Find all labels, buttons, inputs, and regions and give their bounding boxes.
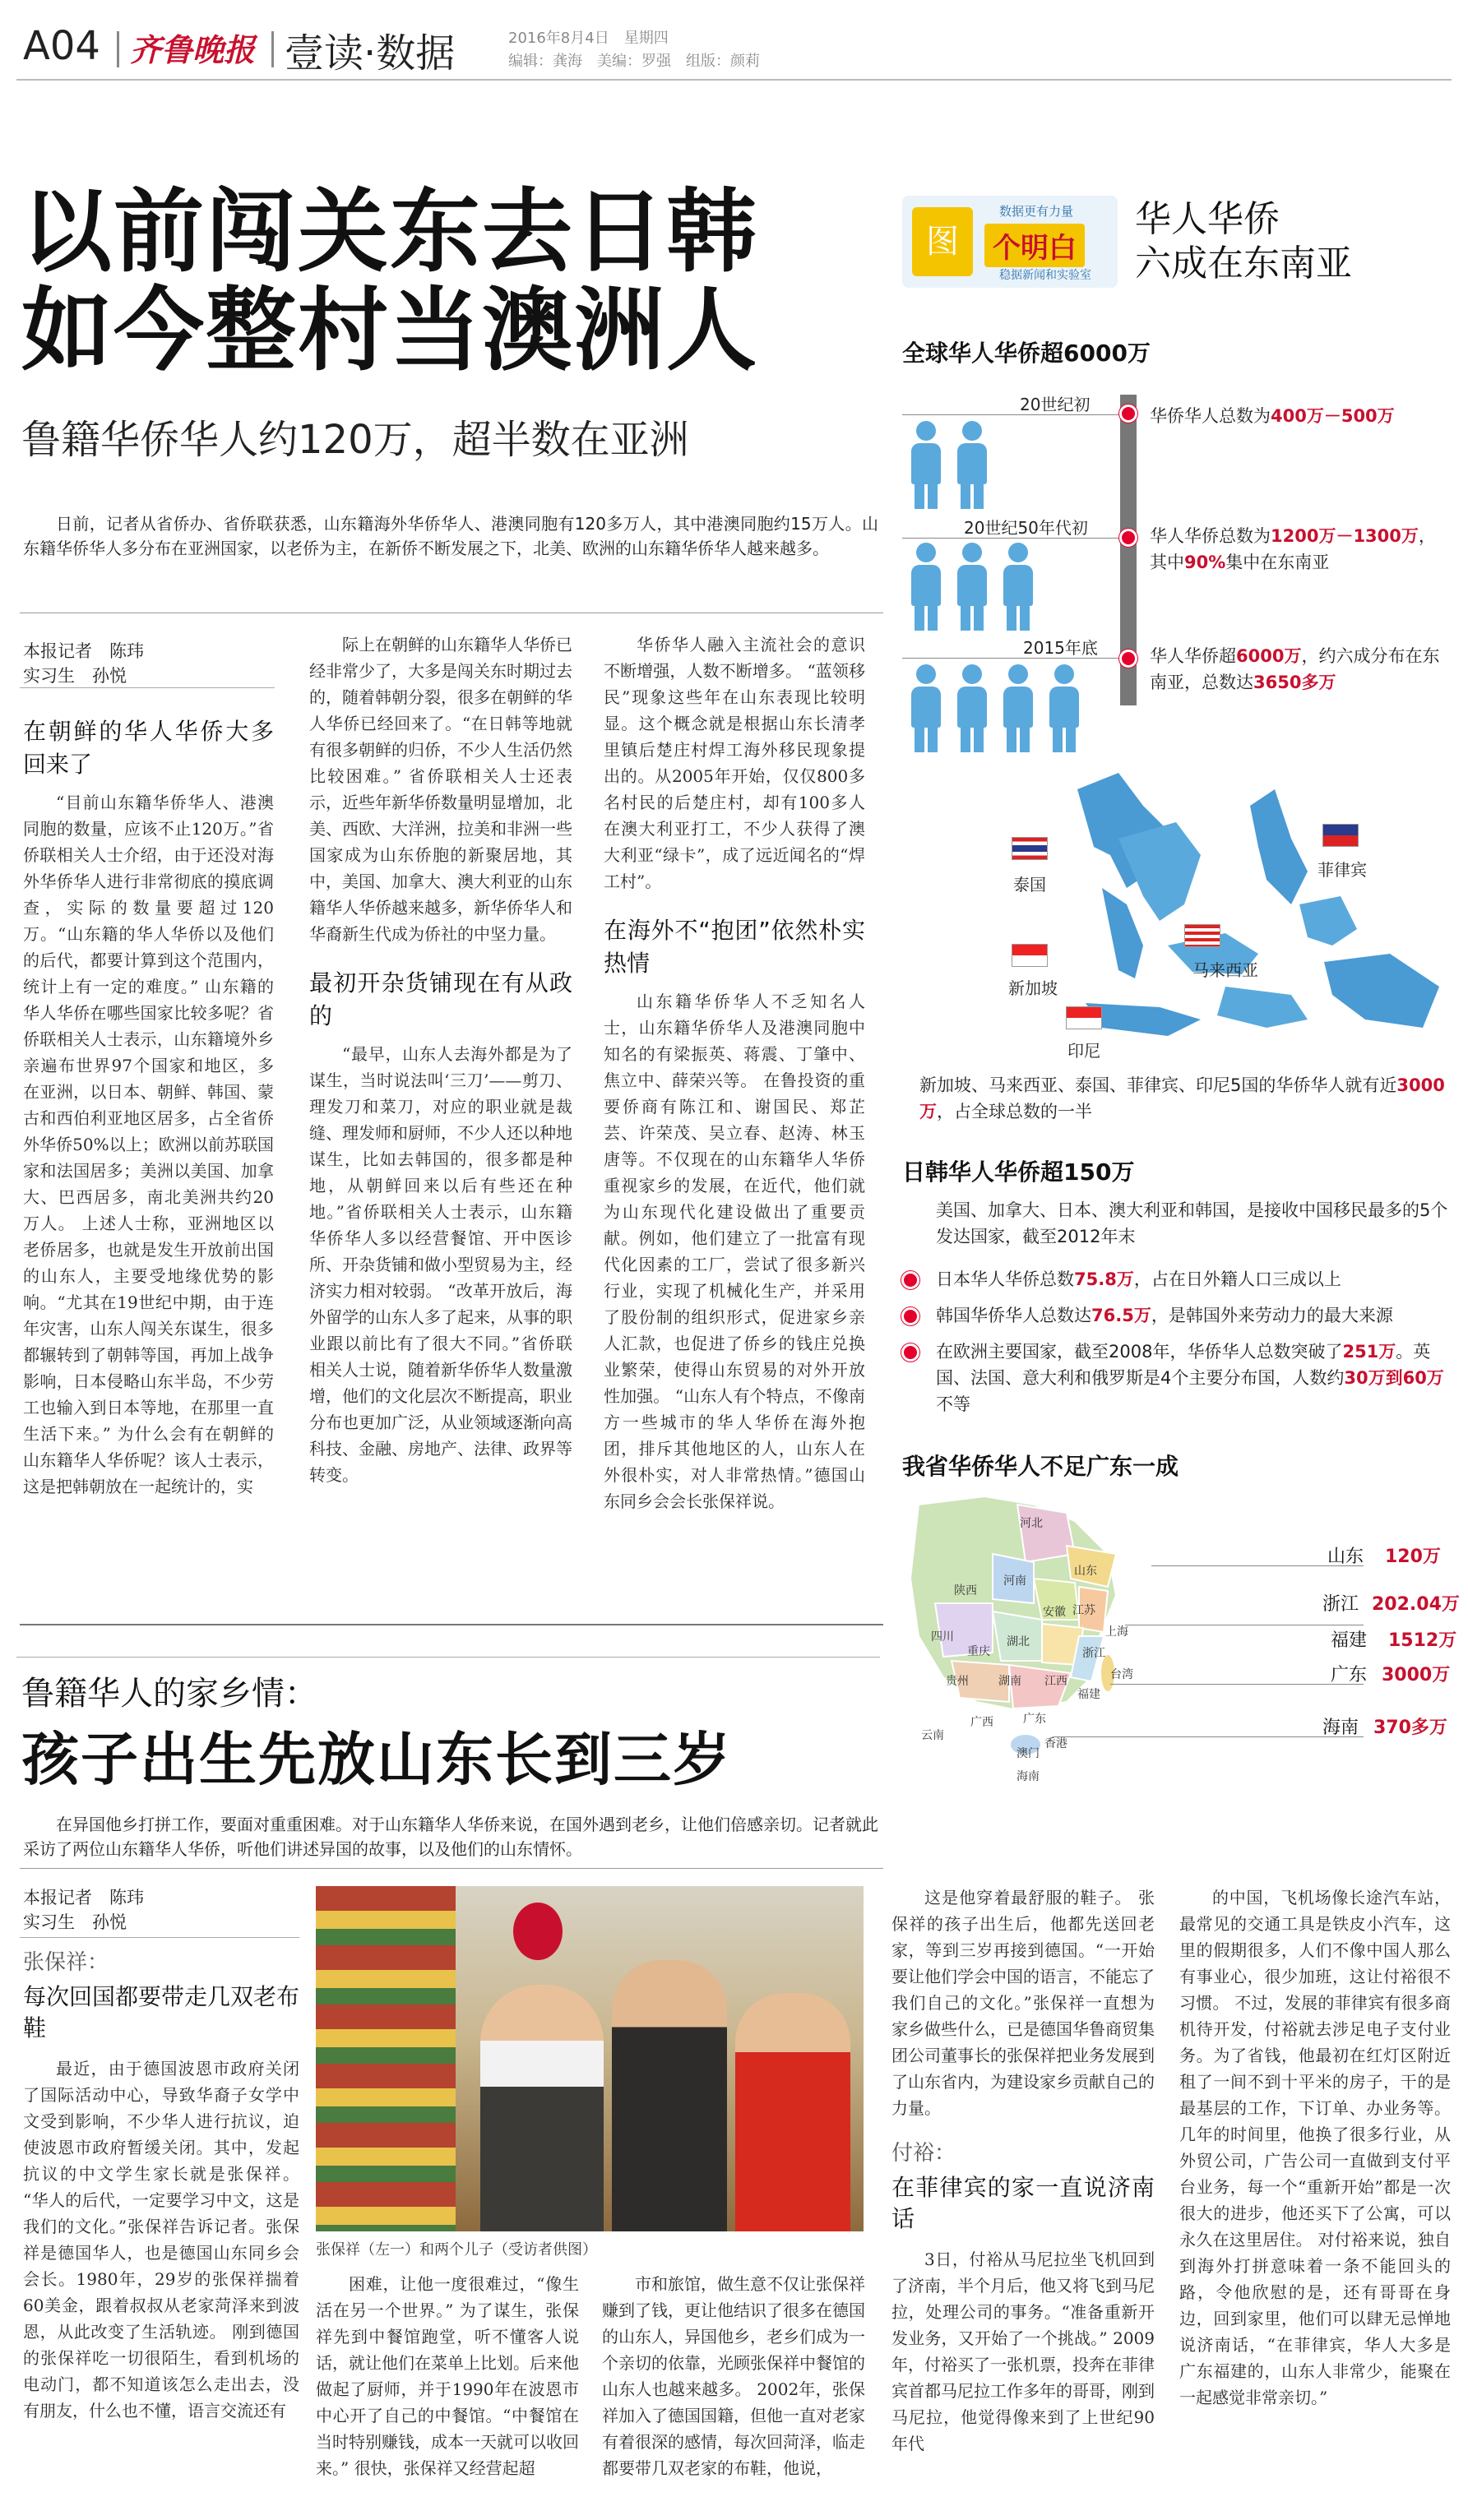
flag-singapore (1012, 944, 1048, 967)
prov-label: 浙江 (1082, 1647, 1105, 1660)
map-note-text-2: ，占全球总数的一半 (937, 1102, 1092, 1121)
prov-label: 广东 (1023, 1713, 1046, 1726)
article2-column-4 (891, 1884, 1155, 2508)
photo-person-right (735, 1993, 850, 2231)
photo-person-middle (612, 1960, 727, 2231)
flag-malaysia (1184, 924, 1220, 947)
section-province-title: 我省华侨华人不足广东一成 (902, 1453, 1179, 1480)
bullet2-value: 76.5万 (1091, 1306, 1151, 1325)
era3-label-2: ，约六成分布在东南亚，总数达 (1150, 646, 1440, 692)
section2-intro: 美国、加拿大、日本、澳大利亚和韩国，是接收中国移民最多的5个发达国家，截至2012年末 (936, 1200, 1448, 1246)
article1-col3a-text: 华侨华人融入主流社会的意识不断增强，人数不断增多。 “蓝领移民”现象这些年在山东表现比较明显。这个概念就是根据山东长清孝里镇后楚庄村焊工海外移民现象提出的。从2005年开始，仅仅800多名村民的后楚庄村，却有100多人在澳大利亚打工，不少人获得了澳大利亚“绿卡”，成了远近闻名的“焊工村”。 (604, 635, 865, 891)
prov-label: 湖南 (998, 1675, 1021, 1688)
era1-label: 华侨华人总数为 (1150, 406, 1271, 426)
bullet3-text: 。英国、法国、意大利和俄罗斯是4个主要分布国，人数约 (936, 1342, 1431, 1388)
lead-paragraph: 日前，记者从省侨办、省侨联获悉，山东籍海外华侨华人、港澳同胞有120多万人，其中港澳同胞约15万人。山东籍华侨华人多分布在亚洲国家，以老侨为主，在新侨不断发展之下，北美、欧洲的山东籍华侨华人越来越多。 (23, 514, 878, 558)
subhead-north-korea: 在朝鲜的华人华侨大多回来了 (23, 718, 274, 778)
bullet1-value: 75.8万 (1074, 1269, 1134, 1289)
era-text-2 (1150, 523, 1446, 576)
era1-value: 400万－500万 (1271, 406, 1395, 426)
subhead-no-clique: 在海外不“抱团”依然朴实热情 (604, 917, 865, 977)
prov-label: 贵州 (946, 1675, 969, 1688)
editor-credits: 编辑：龚海 美编：罗强 组版：颜莉 (508, 53, 760, 70)
stat-value: 202.04万 (1372, 1594, 1460, 1615)
timeline-dot-2 (1119, 529, 1137, 547)
prov-label: 香港 (1044, 1737, 1067, 1750)
bullet3-label: 在欧洲主要国家，截至2008年，华侨华人总数突破了 (936, 1342, 1343, 1362)
person-icon (957, 664, 987, 755)
prov-label: 河北 (1020, 1517, 1043, 1530)
flag-indonesia (1066, 1006, 1102, 1029)
bullet2-label: 韩国华侨华人总数达 (936, 1306, 1091, 1325)
era2-label-2: ，其中 (1150, 526, 1436, 572)
prov-label: 江西 (1044, 1675, 1067, 1688)
article2-byline-reporter: 本报记者 陈玮 (23, 1888, 144, 1907)
leader-line (1053, 1736, 1364, 1737)
southeast-asia-map (979, 756, 1456, 1069)
article2-column-3 (602, 2271, 865, 2508)
photo-caption: 张保祥（左一）和两个儿子（受访者供图） (316, 2241, 597, 2259)
infographic-logo (902, 196, 1118, 288)
era-label-3: 2015年底 (1023, 638, 1098, 658)
article2-col2-text: 困难，让他一度很难过，“像生活在另一个世界。” 为了谋生，张保祥先到中餐馆跑堂，听不懂客人说话，就让他们在菜单上比划。后来他做起了厨师，并于1990年在波恩市中心开了自己的中餐馆。“中餐馆在当时特别赚钱，成本一天就可以收回来。” 很快，张保祥又经营起超 (316, 2274, 579, 2478)
stat-name: 福建 (1331, 1630, 1368, 1651)
logo-box: 图 (912, 207, 973, 276)
prov-label: 四川 (931, 1630, 954, 1644)
logo-credit: 稳据新闻和实验室 (999, 269, 1091, 282)
country-philippines: 菲律宾 (1317, 860, 1367, 880)
stat-value: 370多万 (1373, 1718, 1447, 1738)
photo-lantern (513, 1903, 563, 1960)
map-note-text: 新加坡、马来西亚、泰国、菲律宾、印尼5国的华侨华人就有近 (919, 1075, 1397, 1095)
article2-col5-text: 的中国，飞机场像长途汽车站，最常见的交通工具是铁皮小汽车，这里的假期很多，人们不像中国人那么有事业心，很少加班，这让付裕很不习惯。 不过，发展的菲律宾有很多商机待开发，付裕就去涉足电子支付业务。为了省钱，他最初在红灯区附近租了一间不到十平米的房子，干的是最基层的工作，下订单、办业务等。 几年的时间里，他换了很多行业，从外贸公司，广告公司一直做到支付平台业务，每一个“重新开始”都是一次很大的进步，他还买下了公寓，可以永久在这里居住。 对付裕来说，独自到海外打拼意味着一条不能回头的路，令他欣慰的是，还有哥哥在身边，回到家里，他们可以肆无忌惮地说济南话，“在菲律宾，华人大多是广东福建的，山东人非常少，能聚在一起感觉非常亲切。” (1179, 1888, 1451, 2407)
bullet3-tail: 不等 (936, 1394, 970, 1414)
logo-title: 个明白 (984, 224, 1085, 267)
era2-label: 华人华侨总数为 (1150, 526, 1271, 546)
person-icon (1003, 543, 1033, 633)
timeline-dot-1 (1119, 405, 1137, 423)
issue-date (508, 26, 669, 48)
article2-col4a-text: 这是他穿着最舒服的鞋子。 张保祥的孩子出生后，他都先送回老家，等到三岁再接到德国。“一开始要让他们学会中国的语言，不能忘了我们自己的文化。”张保祥一直想为家乡做些什么，已是德国华鲁商贸集团公司董事长的张保祥把业务发展到了山东省内，为建设家乡贡献自己的力量。 (891, 1888, 1155, 2118)
era2-label-3: 集中在东南亚 (1225, 553, 1330, 572)
photo-zhang-and-sons (316, 1886, 864, 2231)
logo-tagline: 数据更有力量 (999, 204, 1074, 219)
country-indonesia: 印尼 (1067, 1041, 1100, 1061)
article2-col1-text: 最近，由于德国波恩市政府关闭了国际活动中心，导致华裔子女学中文受到影响，不少华人进行抗议，迫使波恩市政府暂缓关闭。其中，发起抗议的中文学生家长就是张保祥。 “华人的后代，一定要学习中文，这是我们的文化。”张保祥告诉记者。张保祥是德国华人，也是德国山东同乡会会长。1980年，29岁的张保祥揣着60美金，跟着叔叔从老家菏泽来到波恩，从此改变了生活轨迹。 刚到德国的张保祥吃一切很陌生，看到机场的电动门，都不知道该怎么走出去，没有朋友，什么也不懂，语言交流还有 (23, 2059, 299, 2421)
country-malaysia: 马来西亚 (1192, 960, 1258, 980)
person-icon (957, 543, 987, 633)
article2-col3-text: 市和旅馆，做生意不仅让张保祥赚到了钱，更让他结识了很多在德国的山东人，异国他乡，老乡们成为一个亲切的依靠，光顾张保祥中餐馆的山东人也越来越多。 2002年，张保祥加入了德国国籍，但他一直对老家有着很深的感情，每次回菏泽，临走都要带几双老家的布鞋，他说， (602, 2274, 865, 2478)
bullet-dot (901, 1271, 919, 1289)
article1-col2b-text: “最早，山东人去海外都是为了谋生，当时说法叫‘三刀’——剪刀、理发刀和菜刀，对应的职业就是裁缝、理发师和厨师，不少人还以种地谋生，比如去韩国的，很多都是种地，从朝鲜回来以后有些还在种地。”省侨联相关人士表示，山东籍华侨华人多以经营餐馆、开中医诊所、开杂货铺和做小型贸易为主，经济实力相对较弱。 “改革开放后，海外留学的山东人多了起来，从事的职业跟以前比有了很大不同。”省侨联相关人士说，随着新华侨华人数量激增，他们的文化层次不断提高，职业分布也更加广泛，从业领域逐渐向高科技、金融、房地产、法律、政界等转变。 (309, 1044, 572, 1485)
weekday-text: 星期四 (623, 30, 669, 47)
bullet-japan (936, 1266, 1451, 1292)
article2-kicker: 鲁籍华人的家乡情： (21, 1675, 317, 1713)
person-icon (1003, 664, 1033, 755)
subhead-jinan-dialect: 在菲律宾的家一直说济南话 (891, 2174, 1155, 2232)
prov-label: 澳门 (1016, 1747, 1040, 1760)
person-icon (957, 421, 987, 511)
masthead-logo: 齐鲁晚报 (130, 31, 256, 68)
person-icon (911, 543, 941, 633)
bullet1-label: 日本华人华侨总数 (936, 1269, 1074, 1289)
article2-lead: 在异国他乡打拼工作，要面对重重困难。对于山东籍华人华侨来说，在国外遇到老乡，让他们倍感亲切。记者就此采访了两位山东籍华人华侨，听他们讲述异国的故事，以及他们的山东情怀。 (23, 1815, 878, 1859)
country-singapore: 新加坡 (1008, 978, 1058, 998)
era3-sea-value: 3650多万 (1253, 673, 1336, 692)
era-label-2: 20世纪50年代初 (964, 518, 1088, 538)
prov-label: 福建 (1077, 1688, 1100, 1701)
stat-value: 120万 (1385, 1547, 1441, 1567)
prov-label: 云南 (921, 1729, 944, 1742)
flag-philippines (1322, 824, 1359, 847)
person-icon (1049, 664, 1079, 755)
era-text-3 (1150, 643, 1446, 696)
prov-label: 海南 (1016, 1770, 1040, 1783)
photo-shelf (316, 1886, 456, 2231)
infographic-title-2: 六成在东南亚 (1135, 243, 1352, 284)
article2-column-1 (23, 1949, 299, 2508)
article2-byline-intern: 实习生 孙悦 (23, 1912, 127, 1932)
byline-intern: 实习生 孙悦 (23, 666, 127, 686)
stat-name: 海南 (1322, 1718, 1359, 1738)
prov-label: 山东 (1074, 1565, 1097, 1578)
article1-col1-text: “目前山东籍华侨华人、港澳同胞的数量，应该不止120万。”省侨联相关人士介绍，由于还没对海外华侨华人进行非常彻底的摸底调查，实际的数量要超过120万。“山东籍的华人华侨以及他们的后代，都要计算到这个范围内，统计上有一定的难度。” 山东籍的华人华侨在哪些国家比较多呢？省侨联相关人士表示，山东籍境外乡亲遍布世界97个国家和地区，多在亚洲，以日本、朝鲜、韩国、蒙古和西伯利亚地区居多，占全省侨外华侨50%以上；欧洲以前苏联国家和法国居多；美洲以美国、加拿大、巴西居多，南北美洲共约20万人。 上述人士称，亚洲地区以老侨居多，也就是发生开放前出国的山东人，主要受地缘优势的影响。“尤其在19世纪中期，由于连年灾害，山东人闯关东谋生，很多都辗转到了朝韩等国，再加上战争影响，日本侵略山东半岛，不少劳工也输入到日本等地，在那里一直生活下来。” 为什么会有在朝鲜的山东籍华人华侨呢？该人士表示，这是把韩朝放在一起统计的，实 (23, 793, 274, 1496)
era-label-1: 20世纪初 (1020, 395, 1091, 414)
section-title: 壹读·数据 (285, 30, 456, 76)
prov-label: 湖北 (1007, 1635, 1030, 1648)
prov-label: 陕西 (954, 1584, 977, 1598)
person-icon (911, 421, 941, 511)
prov-label: 广西 (970, 1716, 993, 1729)
bullet-korea (936, 1302, 1451, 1329)
prov-label: 江苏 (1072, 1604, 1095, 1617)
leader-line (1110, 1684, 1364, 1685)
map-note (919, 1072, 1452, 1125)
article2-headline: 孩子出生先放山东长到三岁 (21, 1726, 732, 1793)
article1-col2a-text: 际上在朝鲜的山东籍华人华侨已经非常少了，大多是闯关东时期过去的，随着韩朝分裂，很多在朝鲜的华人华侨已经回来了。“在日韩等地就有很多朝鲜的归侨，不少人生活仍然比较困难。” 省侨联相关人士还表示，近些年新华侨数量明显增加，北美、西欧、大洋洲，拉美和非洲一些国家成为山东侨胞的新聚居地，其中，美国、加拿大、澳大利亚的山东籍华人华侨越来越多，新华侨华人和华裔新生代成为侨社的中坚力量。 (309, 635, 572, 944)
era-text-1 (1150, 403, 1446, 429)
prov-label: 河南 (1003, 1574, 1026, 1588)
article2-col4b-text: 3日，付裕从马尼拉坐飞机回到了济南，半个月后，他又将飞到马尼拉，处理公司的事务。“准备重新开发业务，又开始了一个挑战。” 2009年，付裕买了一张机票，投奔在菲律宾首都马尼拉工作多年的哥哥，刚到马尼拉，他觉得像来到了上世纪90年代 (891, 2250, 1155, 2453)
era2-value: 1200万－1300万 (1271, 526, 1419, 546)
bullet-europe (936, 1339, 1451, 1417)
timeline-dot-3 (1119, 650, 1137, 668)
country-thailand: 泰国 (1013, 875, 1046, 895)
photo-person-left (480, 1985, 604, 2231)
era3-label: 华人华侨超 (1150, 646, 1236, 666)
article2-column-5 (1179, 1884, 1451, 2508)
era2-percent: 90% (1184, 553, 1226, 572)
article2-column-2 (316, 2271, 579, 2508)
subhead-grocery: 最初开杂货铺现在有从政的 (309, 969, 572, 1029)
bullet-dot (901, 1307, 919, 1325)
bullet1-tail: ，占在日外籍人口三成以上 (1133, 1269, 1341, 1289)
headline-line-1: 以前闯关东去日韩 (21, 179, 758, 284)
article1-column-2 (309, 631, 572, 1593)
bullet3-range: 30万到60万 (1344, 1368, 1444, 1388)
prov-label: 重庆 (967, 1645, 990, 1658)
prov-label: 上海 (1105, 1625, 1128, 1639)
headline-line-2: 如今整村当澳洲人 (21, 278, 758, 383)
prov-label: 台湾 (1110, 1668, 1133, 1681)
bullet2-tail: ，是韩国外来劳动力的最大来源 (1151, 1306, 1393, 1325)
article1-column-3 (604, 631, 865, 1593)
person-name-fu: 付裕： (891, 2141, 956, 2166)
person-name-zhang: 张保祥： (23, 1950, 109, 1975)
infographic-title-1: 华人华侨 (1135, 198, 1280, 240)
stat-value: 1512万 (1388, 1630, 1457, 1651)
stat-name: 广东 (1331, 1665, 1368, 1685)
article1-col3b-text: 山东籍华侨华人不乏知名人士，山东籍华侨华人及港澳同胞中知名的有梁振英、蒋震、丁肇中、焦立中、薛荣兴等。 在鲁投资的重要侨商有陈江和、谢国民、郑芷芸、许荣茂、吴立春、赵涛、林玉唐等。不仅现在的山东籍华人华侨重视家乡的发展，在近代，他们就为山东现代化建设做出了重要贡献。例如，他们建立了一批富有现代化因素的工厂，尝试了很多新兴行业，实现了机械化生产，并采用了股份制的组织形式，促进家乡亲人汇款，也促进了侨乡的钱庄兑换业繁荣，使得山东贸易的对外开放性加强。 “山东人有个特点，不像南方一些城市的华人华侨在海外抱团，排斥其他地区的人，山东人在外很朴实，对人非常热情。”德国山东同乡会会长张保祥说。 (604, 992, 865, 1511)
bullet-dot (901, 1343, 919, 1362)
section-japan-korea-title: 日韩华人华侨超150万 (902, 1158, 1135, 1186)
section-global-title: 全球华人华侨超6000万 (902, 340, 1151, 367)
bullet3-value: 251万 (1342, 1342, 1396, 1362)
header-rule (16, 79, 1452, 81)
page-number: A04 (23, 23, 100, 69)
map-note-value: 3000万 (919, 1075, 1445, 1121)
stat-name: 山东 (1327, 1547, 1364, 1567)
byline-reporter: 本报记者 陈玮 (23, 641, 144, 661)
subhead-cloth-shoes: 每次回国都要带走几双老布鞋 (23, 1983, 299, 2041)
stat-name: 浙江 (1322, 1594, 1359, 1615)
flag-thailand (1012, 837, 1048, 860)
article1-column-1 (23, 699, 274, 1595)
stat-value: 3000万 (1382, 1665, 1451, 1685)
date-text: 2016年8月4日 (508, 30, 609, 47)
person-icon (911, 664, 941, 755)
era3-value: 6000万 (1236, 646, 1302, 666)
subheadline: 鲁籍华侨华人约120万，超半数在亚洲 (21, 417, 689, 463)
prov-label: 安徽 (1043, 1606, 1066, 1619)
